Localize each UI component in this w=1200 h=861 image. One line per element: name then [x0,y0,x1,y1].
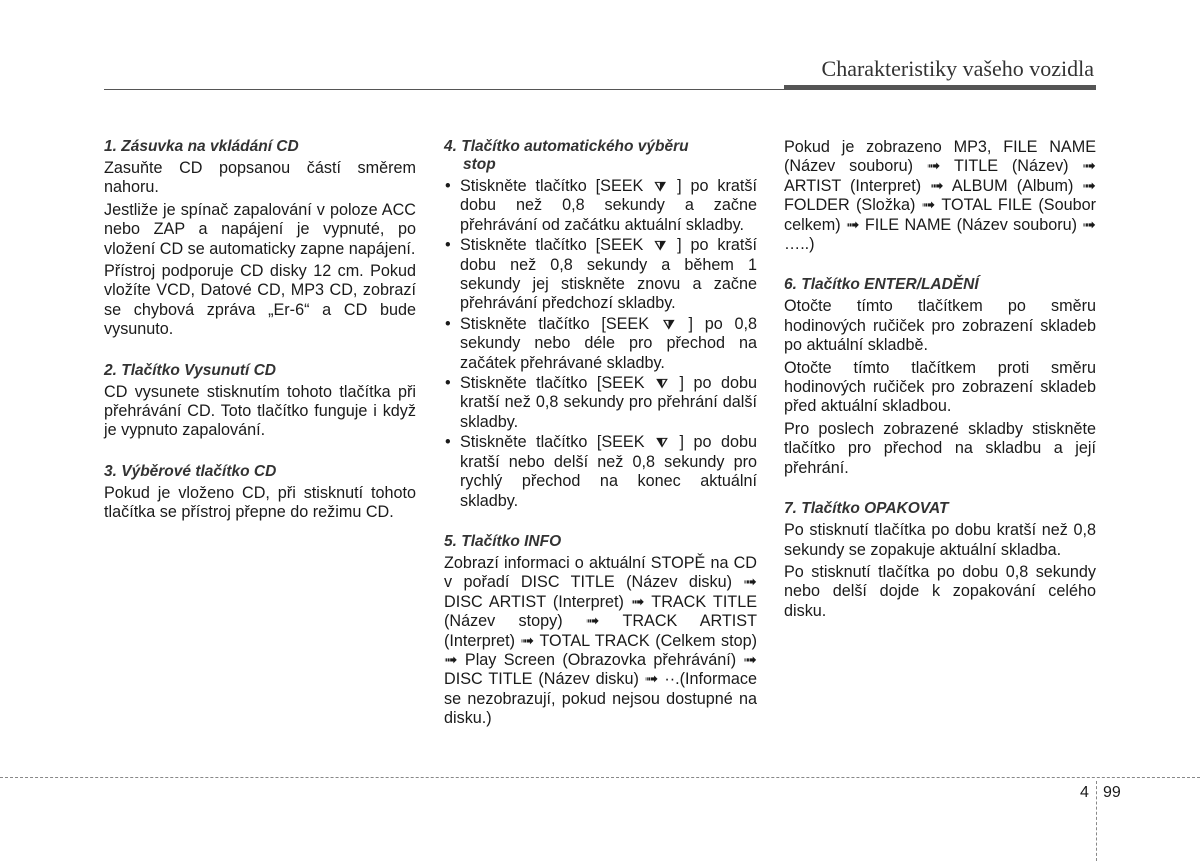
page-number: 99 [1103,784,1121,801]
section-eject [104,362,416,441]
paragraph: CD vysunete stisknutím tohoto tlačítka při přehrávání CD. Toto tlačítko funguje i když je vypnuto zapalování. [104,382,416,440]
section-seek [444,138,757,511]
footer-divider [1096,781,1097,861]
list-item: • Stiskněte tlačítko [SEEK ⧩ ] po kratší dobu než 0,8 sekundy a během 1 sekundy jej stiskněte znovu a začne přehrávání předchozí skladby. [444,236,757,314]
paragraph: Pro poslech zobrazené skladby stiskněte tlačítko pro přechod na skladbu a její přehrání. [784,419,1096,477]
paragraph: Otočte tímto tlačítkem proti směru hodinových ručiček pro zobrazení skladeb před aktuální skladbou. [784,358,1096,416]
section-enter-tune [784,276,1096,478]
section-heading: 5. Tlačítko INFO [444,532,562,550]
section-heading: 7. Tlačítko OPAKOVAT [784,500,949,518]
seek-down-icon: ⧩ [654,179,667,194]
footer-rule [0,777,1200,778]
list-item: • Stiskněte tlačítko [SEEK ⧨ ] po dobu kratší nebo delší než 0,8 sekundy pro rychlý přechod na konec aktuální skladby. [444,433,757,511]
section-heading-line: stop [463,156,496,173]
seek-up-icon: ⧨ [656,435,668,451]
section-mp3-info [784,138,1096,254]
list-item: • Stiskněte tlačítko [SEEK ⧩ ] po kratší dobu než 0,8 sekundy a začne přehrávání od začátku aktuální skladby. [444,177,757,235]
paragraph: Otočte tímto tlačítkem po směru hodinových ručiček pro zobrazení skladeb po aktuální skladbě. [784,297,1096,355]
paragraph: Pokud je zobrazeno MP3, FILE NAME (Název souboru) ➟ TITLE (Název) ➟ ARTIST (Interpret) ➟ ALBUM (Album) ➟ FOLDER (Složka) ➟ TOTAL FILE (Soubor celkem) ➟ FILE NAME (Název souboru) ➟ …..) [784,138,1096,254]
section-heading-line: 4. Tlačítko automatického výběru [444,138,689,155]
seek-down-icon: ⧩ [662,316,675,332]
section-heading [444,138,757,174]
paragraph: Zobrazí informaci o aktuální STOPĚ na CD v pořadí DISC TITLE (Název disku) ➟ DISC ARTIST (Interpret) ➟ TRACK TITLE (Název stopy) ➟ TRACK ARTIST (Interpret) ➟ TOTAL TRACK (Celkem stop) ➟ Play Screen (Obrazovka přehrávání) ➟ DISC TITLE (Název disku) ➟ ··.(Informace se nezobrazují, pokud nejsou dostupné na disku.) [444,553,757,728]
column-middle [444,138,757,751]
section-heading: 3. Výběrové tlačítko CD [104,462,277,480]
section-repeat [784,500,1096,621]
section-heading: 6. Tlačítko ENTER/LADĚNÍ [784,276,979,294]
paragraph: Po stisknutí tlačítka po dobu kratší než 0,8 sekundy se zopakuje aktuální skladba. [784,521,1096,559]
list-item: • Stiskněte tlačítko [SEEK ⧩ ] po 0,8 sekundy nebo déle pro přechod na začátek přehrávané skladby. [444,315,757,373]
list-item: • Stiskněte tlačítko [SEEK ⧨ ] po dobu kratší než 0,8 sekundy pro přehrání další skladby. [444,374,757,432]
section-heading: 1. Zásuvka na vkládání CD [104,138,299,155]
column-left [104,138,416,545]
seek-down-icon: ⧩ [654,238,667,254]
header-rule [104,89,784,90]
chapter-number: 4 [1080,784,1089,801]
section-heading: 2. Tlačítko Vysunutí CD [104,361,276,379]
seek-up-icon: ⧨ [656,376,668,392]
header-rule-accent [784,85,1096,90]
paragraph: Po stisknutí tlačítka po dobu 0,8 sekundy nebo delší dojde k zopakování celého disku. [784,562,1096,620]
page-header-title: Charakteristiky vašeho vozidla [821,56,1094,81]
paragraph: Pokud je vloženo CD, při stisknutí tohoto tlačítka se přístroj přepne do režimu CD. [104,483,416,522]
paragraph: Přístroj podporuje CD disky 12 cm. Pokud vložíte VCD, Datové CD, MP3 CD, zobrazí se chybová zpráva „Er-6“ a CD bude vysunuto. [104,262,416,339]
seek-bullet-list [444,177,757,511]
paragraph: Zasuňte CD popsanou částí směrem nahoru. [104,159,416,197]
paragraph: Jestliže je spínač zapalování v poloze ACC nebo ZAP a napájení je vypnuté, po vložení CD se automaticky zapne napájení. [104,200,416,258]
column-right [784,138,1096,643]
section-cd-select [104,463,416,523]
section-info [444,533,757,729]
section-cd-slot [104,138,416,340]
